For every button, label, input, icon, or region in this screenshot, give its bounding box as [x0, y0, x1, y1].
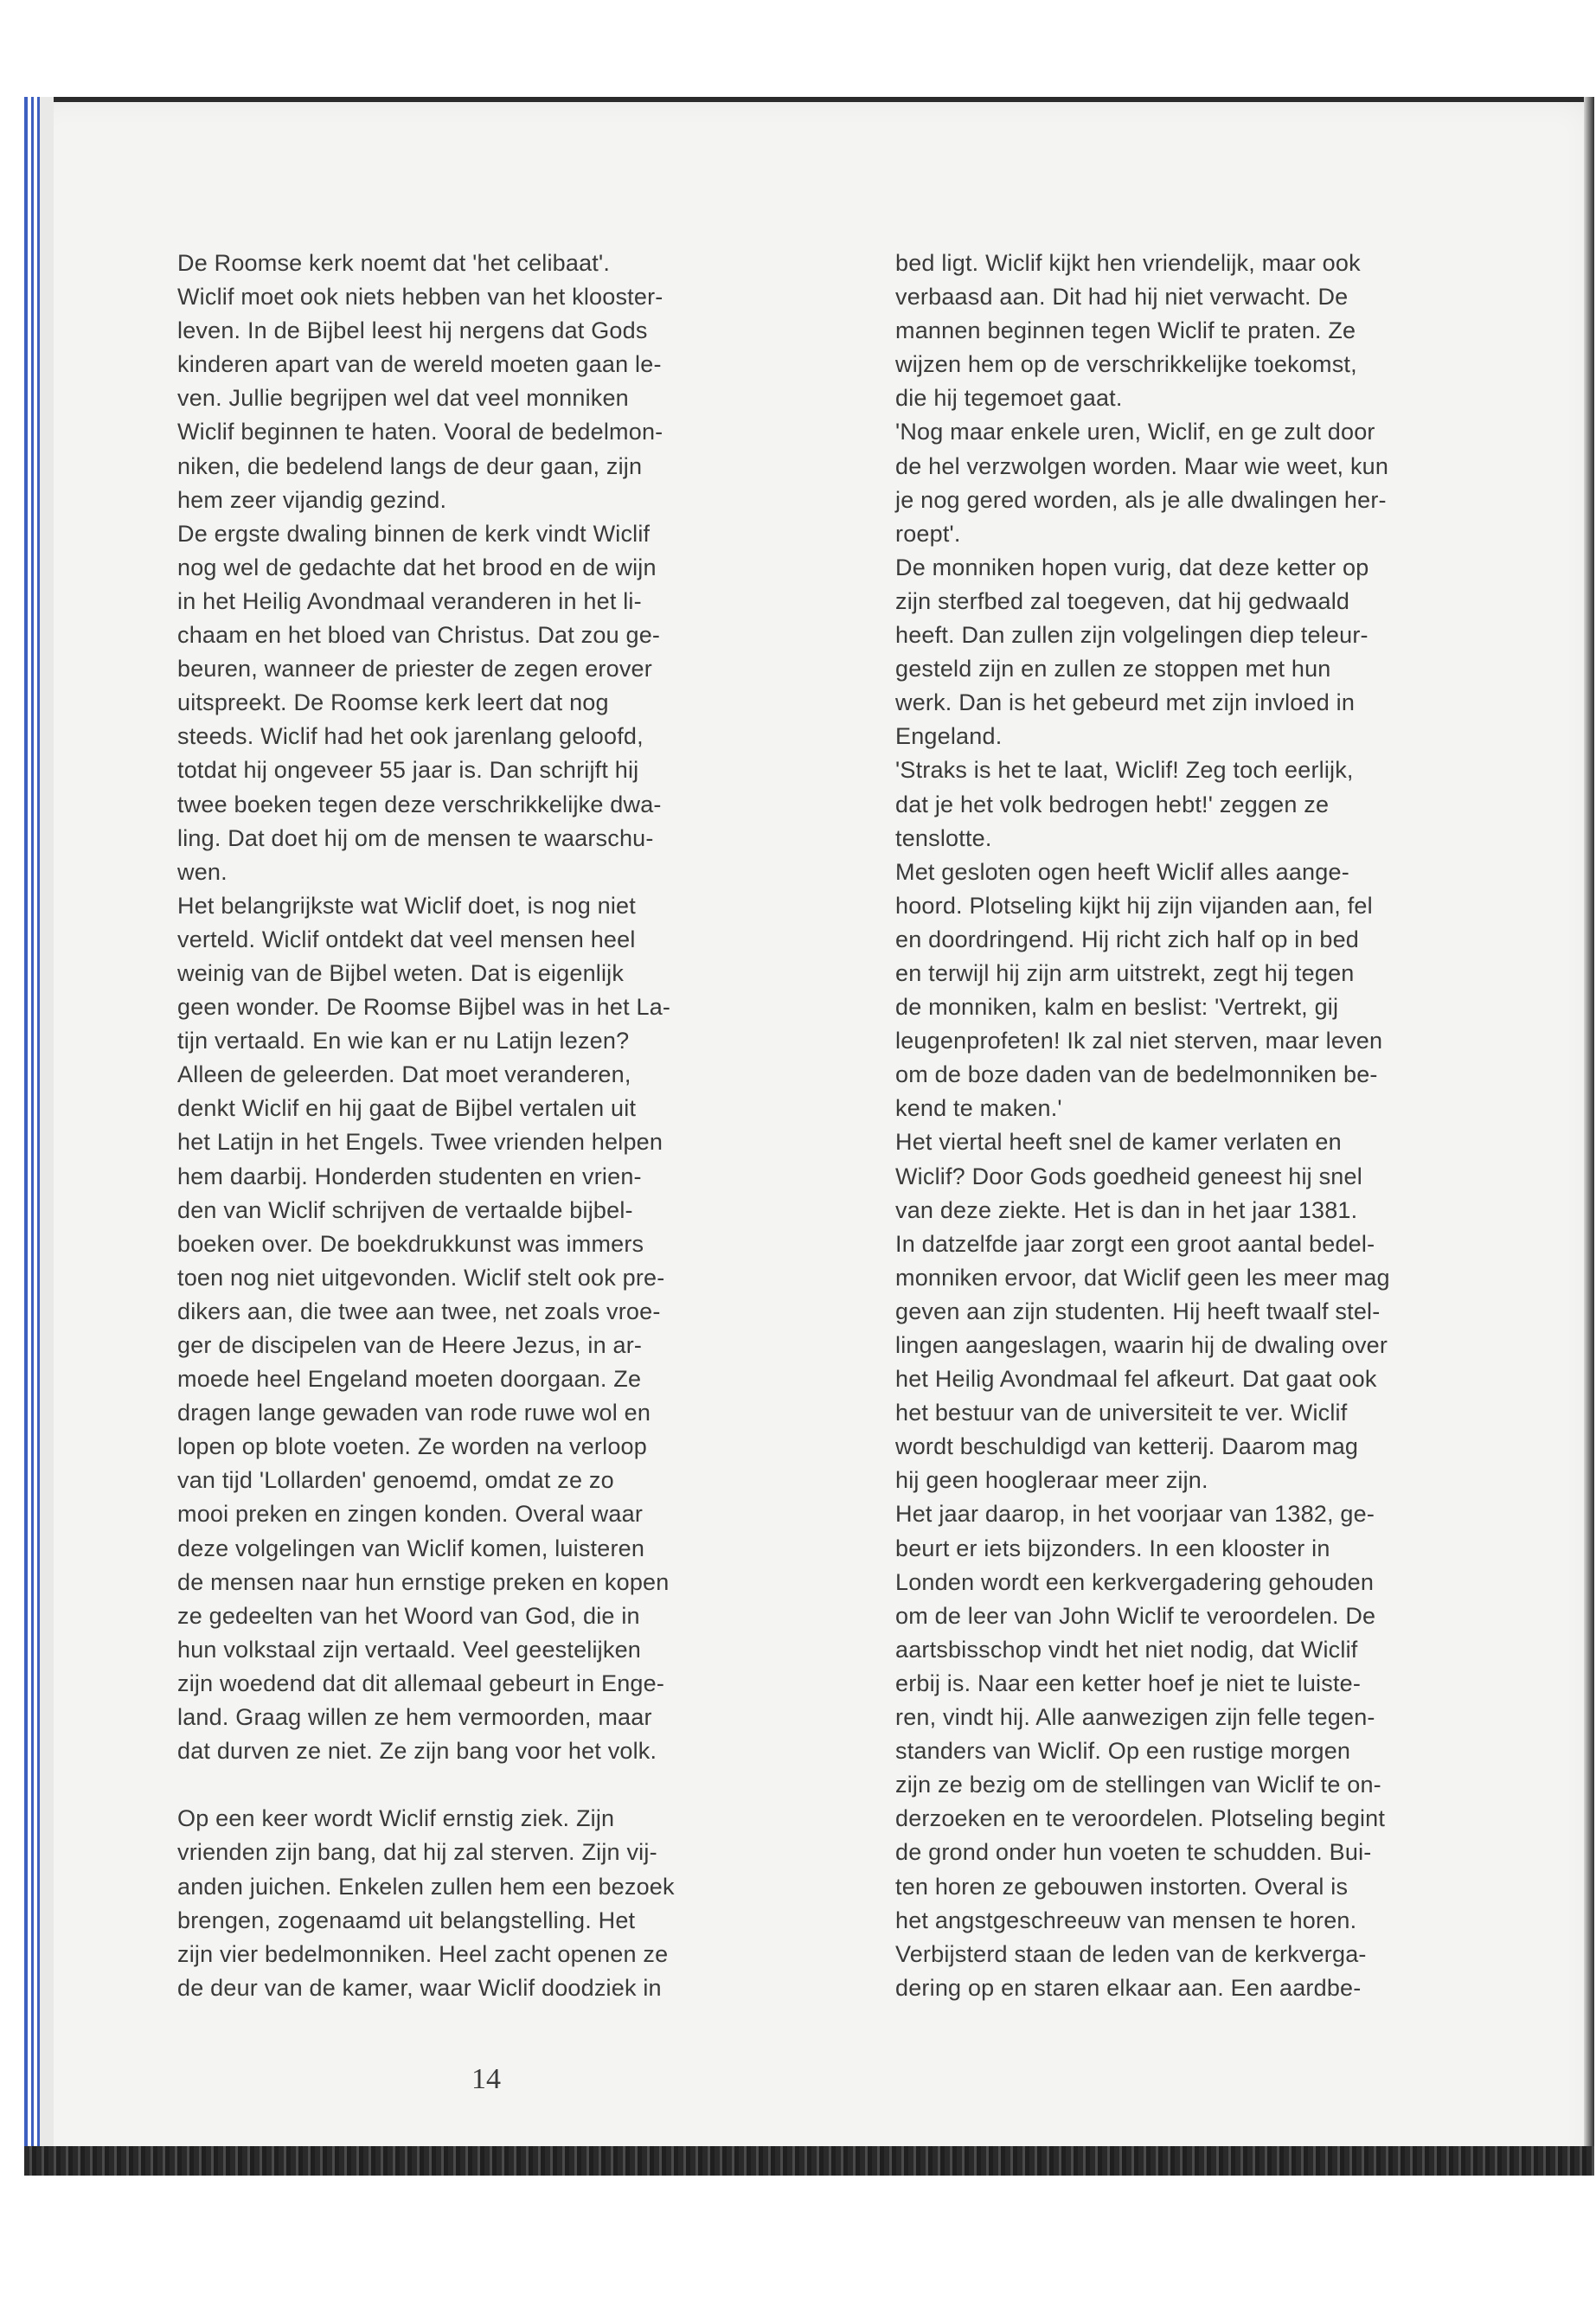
text-line: ger de discipelen van de Heere Jezus, in ar- [177, 1332, 643, 1358]
text-line: erbij is. Naar een ketter hoef je niet te luiste- [895, 1670, 1362, 1696]
text-line: hem zeer vijandig gezind. [177, 486, 447, 513]
text-line: Engeland. [895, 723, 1003, 750]
right-text-column [895, 247, 1390, 2005]
text-line: verbaasd aan. Dit had hij niet verwacht. De [895, 284, 1349, 311]
text-line: Wiclif beginnen te haten. Vooral de bedelmon- [177, 419, 663, 445]
text-line: bed ligt. Wiclif kijkt hen vriendelijk, maar ook [895, 250, 1361, 276]
text-line: Het viertal heeft snel de kamer verlaten en [895, 1129, 1342, 1156]
text-line: Wiclif moet ook niets hebben van het klooster- [177, 284, 663, 311]
text-line: dragen lange gewaden van rode ruwe wol en [177, 1400, 651, 1426]
left-text-column [177, 247, 675, 2005]
text-line: moede heel Engeland moeten doorgaan. Ze [177, 1366, 642, 1393]
text-line: den van Wiclif schrijven de vertaalde bijbel- [177, 1196, 633, 1223]
text-line: deze volgelingen van Wiclif komen, luisteren [177, 1535, 645, 1561]
text-line: land. Graag willen ze hem vermoorden, maar [177, 1704, 652, 1731]
text-line: chaam en het bloed van Christus. Dat zou ge- [177, 622, 661, 649]
text-line: het Heilig Avondmaal fel afkeurt. Dat gaat ook [895, 1366, 1377, 1393]
text-line: kinderen apart van de wereld moeten gaan le- [177, 351, 662, 378]
text-line: om de leer van John Wiclif te veroordelen. De [895, 1602, 1376, 1629]
text-line: de monniken, kalm en beslist: 'Vertrekt, gij [895, 994, 1339, 1021]
text-line: leven. In de Bijbel leest hij nergens dat Gods [177, 317, 648, 344]
text-line: geven aan zijn studenten. Hij heeft twaalf stel- [895, 1298, 1381, 1324]
text-line: denkt Wiclif en hij gaat de Bijbel vertalen uit [177, 1095, 637, 1122]
text-line: toen nog niet uitgevonden. Wiclif stelt ook pre- [177, 1264, 665, 1291]
text-line: geen wonder. De Roomse Bijbel was in het La- [177, 994, 671, 1021]
text-line: De ergste dwaling binnen de kerk vindt Wiclif [177, 520, 651, 547]
text-line: De Roomse kerk noemt dat 'het celibaat'. [177, 250, 611, 276]
text-line: 'Nog maar enkele uren, Wiclif, en ge zult door [895, 419, 1375, 445]
text-line: om de boze daden van de bedelmonniken be- [895, 1061, 1378, 1088]
text-line: je nog gered worden, als je alle dwalingen her- [895, 486, 1387, 513]
text-line: leugenprofeten! Ik zal niet sterven, maar leven [895, 1028, 1383, 1054]
text-line: weinig van de Bijbel weten. Dat is eigenlijk [177, 959, 625, 986]
text-line: aartsbisschop vindt het niet nodig, dat Wiclif [895, 1636, 1358, 1663]
text-line: Met gesloten ogen heeft Wiclif alles aange- [895, 858, 1349, 885]
text-line: lopen op blote voeten. Ze worden na verloop [177, 1433, 647, 1460]
text-line: en doordringend. Hij richt zich half op in bed [895, 926, 1360, 952]
text-line: wordt beschuldigd van ketterij. Daarom mag [895, 1433, 1359, 1460]
text-line: ling. Dat doet hij om de mensen te waarschu- [177, 824, 654, 851]
text-line: gesteld zijn en zullen ze stoppen met hun [895, 656, 1331, 683]
text-line: van tijd 'Lollarden' genoemd, omdat ze zo [177, 1467, 614, 1494]
text-line: kend te maken.' [895, 1095, 1062, 1122]
text-line: zijn ze bezig om de stellingen van Wiclif te on- [895, 1772, 1381, 1798]
text-line: brengen, zogenaamd uit belangstelling. Het [177, 1907, 636, 1933]
text-line: totdat hij ongeveer 55 jaar is. Dan schrijft hij [177, 757, 639, 784]
text-line: dat je het volk bedrogen hebt!' zeggen ze [895, 791, 1330, 817]
text-line: ven. Jullie begrijpen wel dat veel monniken [177, 385, 629, 412]
text-line: uitspreekt. De Roomse kerk leert dat nog [177, 689, 609, 716]
text-line: zijn vier bedelmonniken. Heel zacht openen ze [177, 1940, 669, 1967]
text-line: mooi preken en zingen konden. Overal waar [177, 1501, 644, 1528]
text-line: Het jaar daarop, in het voorjaar van 1382, ge- [895, 1501, 1375, 1528]
text-line: hoord. Plotseling kijkt hij zijn vijanden aan, fel [895, 892, 1373, 919]
text-line: wen. [177, 858, 228, 885]
text-line [177, 1768, 675, 1802]
text-line: Verbijsterd staan de leden van de kerkverga- [895, 1940, 1367, 1967]
text-line: roept'. [895, 520, 961, 547]
text-line: Op een keer wordt Wiclif ernstig ziek. Zijn [177, 1805, 615, 1832]
text-line: in het Heilig Avondmaal veranderen in het li- [177, 587, 642, 614]
text-line: en terwijl hij zijn arm uitstrekt, zegt hij tegen [895, 959, 1355, 986]
text-line: de hel verzwolgen worden. Maar wie weet, kun [895, 452, 1389, 479]
text-line: boeken over. De boekdrukkunst was immers [177, 1230, 644, 1257]
text-line: steeds. Wiclif had het ook jarenlang geloofd, [177, 723, 644, 750]
text-line: Londen wordt een kerkvergadering gehouden [895, 1568, 1375, 1595]
text-line: derzoeken en te veroordelen. Plotseling begint [895, 1805, 1386, 1832]
text-line: werk. Dan is het gebeurd met zijn invloed in [895, 689, 1356, 716]
text-line: heeft. Dan zullen zijn volgelingen diep teleur- [895, 622, 1368, 649]
text-line: Alleen de geleerden. Dat moet veranderen, [177, 1061, 631, 1088]
text-line: beurt er iets bijzonders. In een klooster in [895, 1535, 1330, 1561]
text-line: Het belangrijkste wat Wiclif doet, is nog niet [177, 892, 636, 919]
text-line: lingen aangeslagen, waarin hij de dwaling over [895, 1332, 1388, 1358]
top-edge-rule [24, 97, 1594, 102]
right-page-edge [1584, 97, 1594, 2176]
text-line: dikers aan, die twee aan twee, net zoals vroe- [177, 1298, 661, 1324]
text-line: verteld. Wiclif ontdekt dat veel mensen heel [177, 926, 636, 952]
text-line: zijn woedend dat dit allemaal gebeurt in Enge- [177, 1670, 665, 1696]
text-line: die hij tegemoet gaat. [895, 385, 1123, 412]
text-line: het bestuur van de universiteit te ver. Wiclif [895, 1400, 1348, 1426]
text-line: Wiclif? Door Gods goedheid geneest hij snel [895, 1163, 1362, 1189]
text-line: 'Straks is het te laat, Wiclif! Zeg toch eerlijk, [895, 757, 1354, 784]
text-line: het angstgeschreeuw van mensen te horen. [895, 1907, 1357, 1933]
text-line: het Latijn in het Engels. Twee vrienden helpen [177, 1129, 663, 1156]
text-line: monniken ervoor, dat Wiclif geen les meer mag [895, 1264, 1390, 1291]
text-line: dat durven ze niet. Ze zijn bang voor het volk. [177, 1738, 657, 1765]
bottom-cover-edge [24, 2146, 1594, 2176]
text-line: zijn sterfbed zal toegeven, dat hij gedwaald [895, 587, 1350, 614]
text-line: hun volkstaal zijn vertaald. Veel geestelijken [177, 1636, 642, 1663]
text-line: ren, vindt hij. Alle aanwezigen zijn felle tegen- [895, 1704, 1375, 1731]
text-line: mannen beginnen tegen Wiclif te praten. Ze [895, 317, 1356, 344]
text-line: de grond onder hun voeten te schudden. Bui- [895, 1839, 1372, 1866]
binding-edge [24, 97, 54, 2176]
text-line: de deur van de kamer, waar Wiclif doodziek in [177, 1974, 662, 2001]
text-line: twee boeken tegen deze verschrikkelijke dwa- [177, 791, 662, 817]
page-number: 14 [471, 2063, 501, 2095]
text-line: hij geen hoogleraar meer zijn. [895, 1467, 1208, 1494]
text-line: tijn vertaald. En wie kan er nu Latijn lezen? [177, 1028, 630, 1054]
text-line: tenslotte. [895, 824, 992, 851]
text-line: ze gedeelten van het Woord van God, die in [177, 1602, 640, 1629]
text-line: vrienden zijn bang, dat hij zal sterven. Zijn vij- [177, 1839, 657, 1866]
text-line: dering op en staren elkaar aan. Een aardbe- [895, 1974, 1362, 2001]
text-line: standers van Wiclif. Op een rustige morgen [895, 1738, 1351, 1765]
text-line: anden juichen. Enkelen zullen hem een bezoek [177, 1873, 675, 1900]
text-line: de mensen naar hun ernstige preken en kopen [177, 1568, 670, 1595]
text-line: hem daarbij. Honderden studenten en vrien- [177, 1163, 642, 1189]
text-line: wijzen hem op de verschrikkelijke toekomst, [895, 351, 1357, 378]
text-line: In datzelfde jaar zorgt een groot aantal bedel- [895, 1230, 1375, 1257]
text-line: ten horen ze gebouwen instorten. Overal is [895, 1873, 1349, 1900]
text-line: De monniken hopen vurig, dat deze ketter op [895, 554, 1369, 580]
text-line: van deze ziekte. Het is dan in het jaar 1381. [895, 1196, 1358, 1223]
text-line: nog wel de gedachte dat het brood en de wijn [177, 554, 657, 580]
text-line: niken, die bedelend langs de deur gaan, zijn [177, 452, 643, 479]
text-line: beuren, wanneer de priester de zegen erover [177, 656, 652, 683]
